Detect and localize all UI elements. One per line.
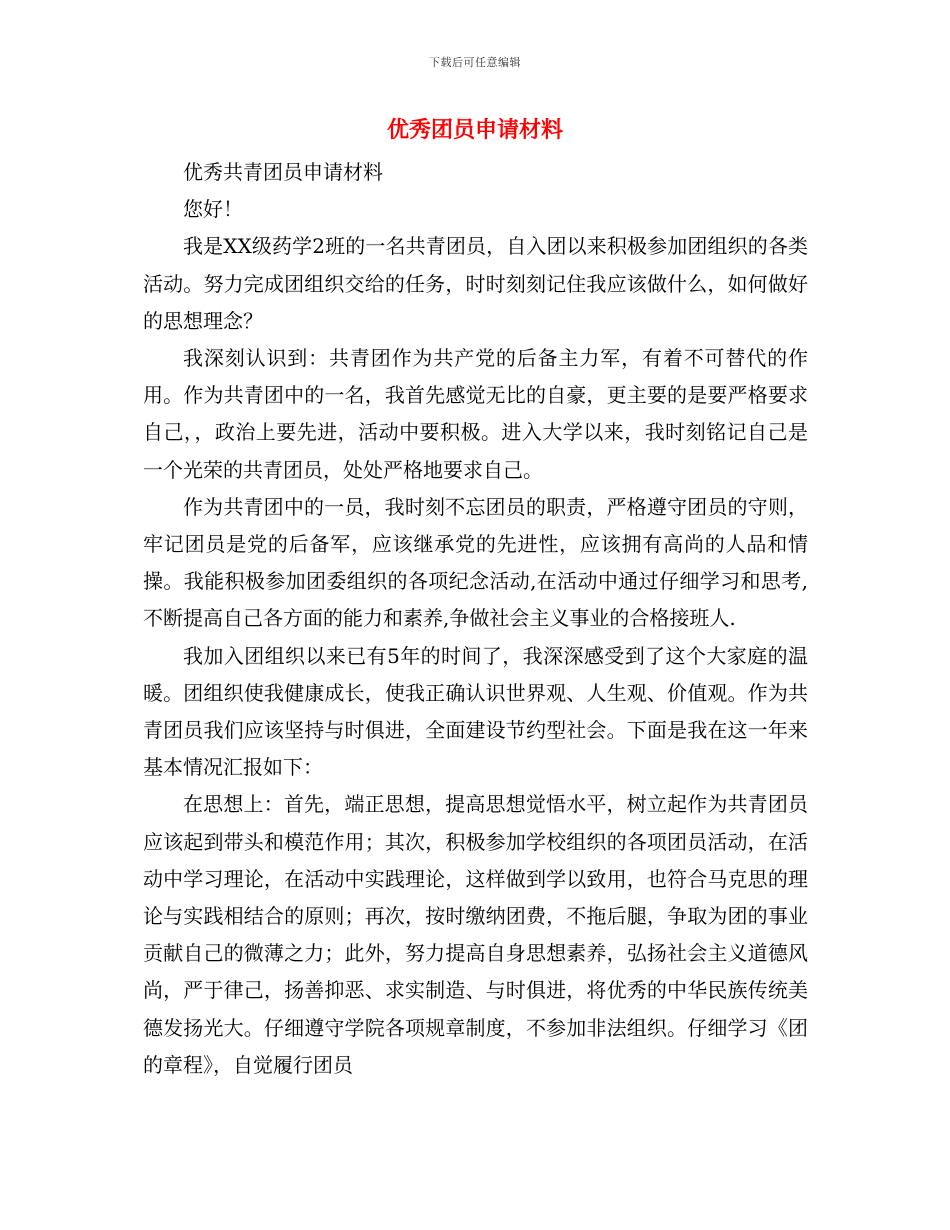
paragraph-ideology: 在思想上：首先，端正思想，提高思想觉悟水平，树立起作为共青团员应该起到带头和模范作用；其次，积极参加学校组织的各项团员活动，在活动中学习理论，在活动中实践理论，这样做到学以致用，也符合马克思的理论与实践相结合的原则；再次，按时缴纳团费，不拖后腿，争取为团的事业贡献自己的微薄之力；此外，努力提高自身思想素养，弘扬社会主义道德风尚，严于律己，扬善抑恶、求实制造、与时俱进，将优秀的中华民族传统美德发扬光大。仔细遵守学院各项规章制度，不参加非法组织。仔细学习《团的章程》，自觉履行团员 [143,792,808,1077]
paragraph-subtitle: 优秀共青团员申请材料 [183,160,383,184]
paragraph-introduction: 我是XX级药学2班的一名共青团员，自入团以来积极参加团组织的各类活动。努力完成团组织交给的任务，时时刻刻记住我应该做什么，如何做好的思想理念？ [143,234,808,333]
document-title: 优秀团员申请材料 [386,118,563,143]
paragraph-greeting: 您好！ [183,197,243,222]
document-body [143,154,808,1084]
paragraph-duties: 作为共青团中的一员，我时刻不忘团员的职责，严格遵守团员的守则，牢记团员是党的后备军，应该继承党的先进性，应该拥有高尚的人品和情操。我能积极参加团委组织的各项纪念活动,在活动中通过仔细学习和思考,不断提高自己各方面的能力和素养,争做社会主义事业的合格接班人. [143,494,808,631]
paragraph-understanding: 我深刻认识到：共青团作为共产党的后备主力军，有着不可替代的作用。作为共青团中的一名，我首先感觉无比的自豪，更主要的是要严格要求自己，，政治上要先进，活动中要积极。进入大学以来，我时刻铭记自己是一个光荣的共青团员，处处严格地要求自己。 [143,346,808,482]
page-header-note: 下载后可任意编辑 [429,56,521,69]
paragraph-growth: 我加入团组织以来已有5年的时间了，我深深感受到了这个大家庭的温暖。团组织使我健康成长，使我正确认识世界观、人生观、价值观。作为共青团员我们应该坚持与时俱进，全面建设节约型社会。下面是我在这一年来基本情况汇报如下： [143,643,808,780]
